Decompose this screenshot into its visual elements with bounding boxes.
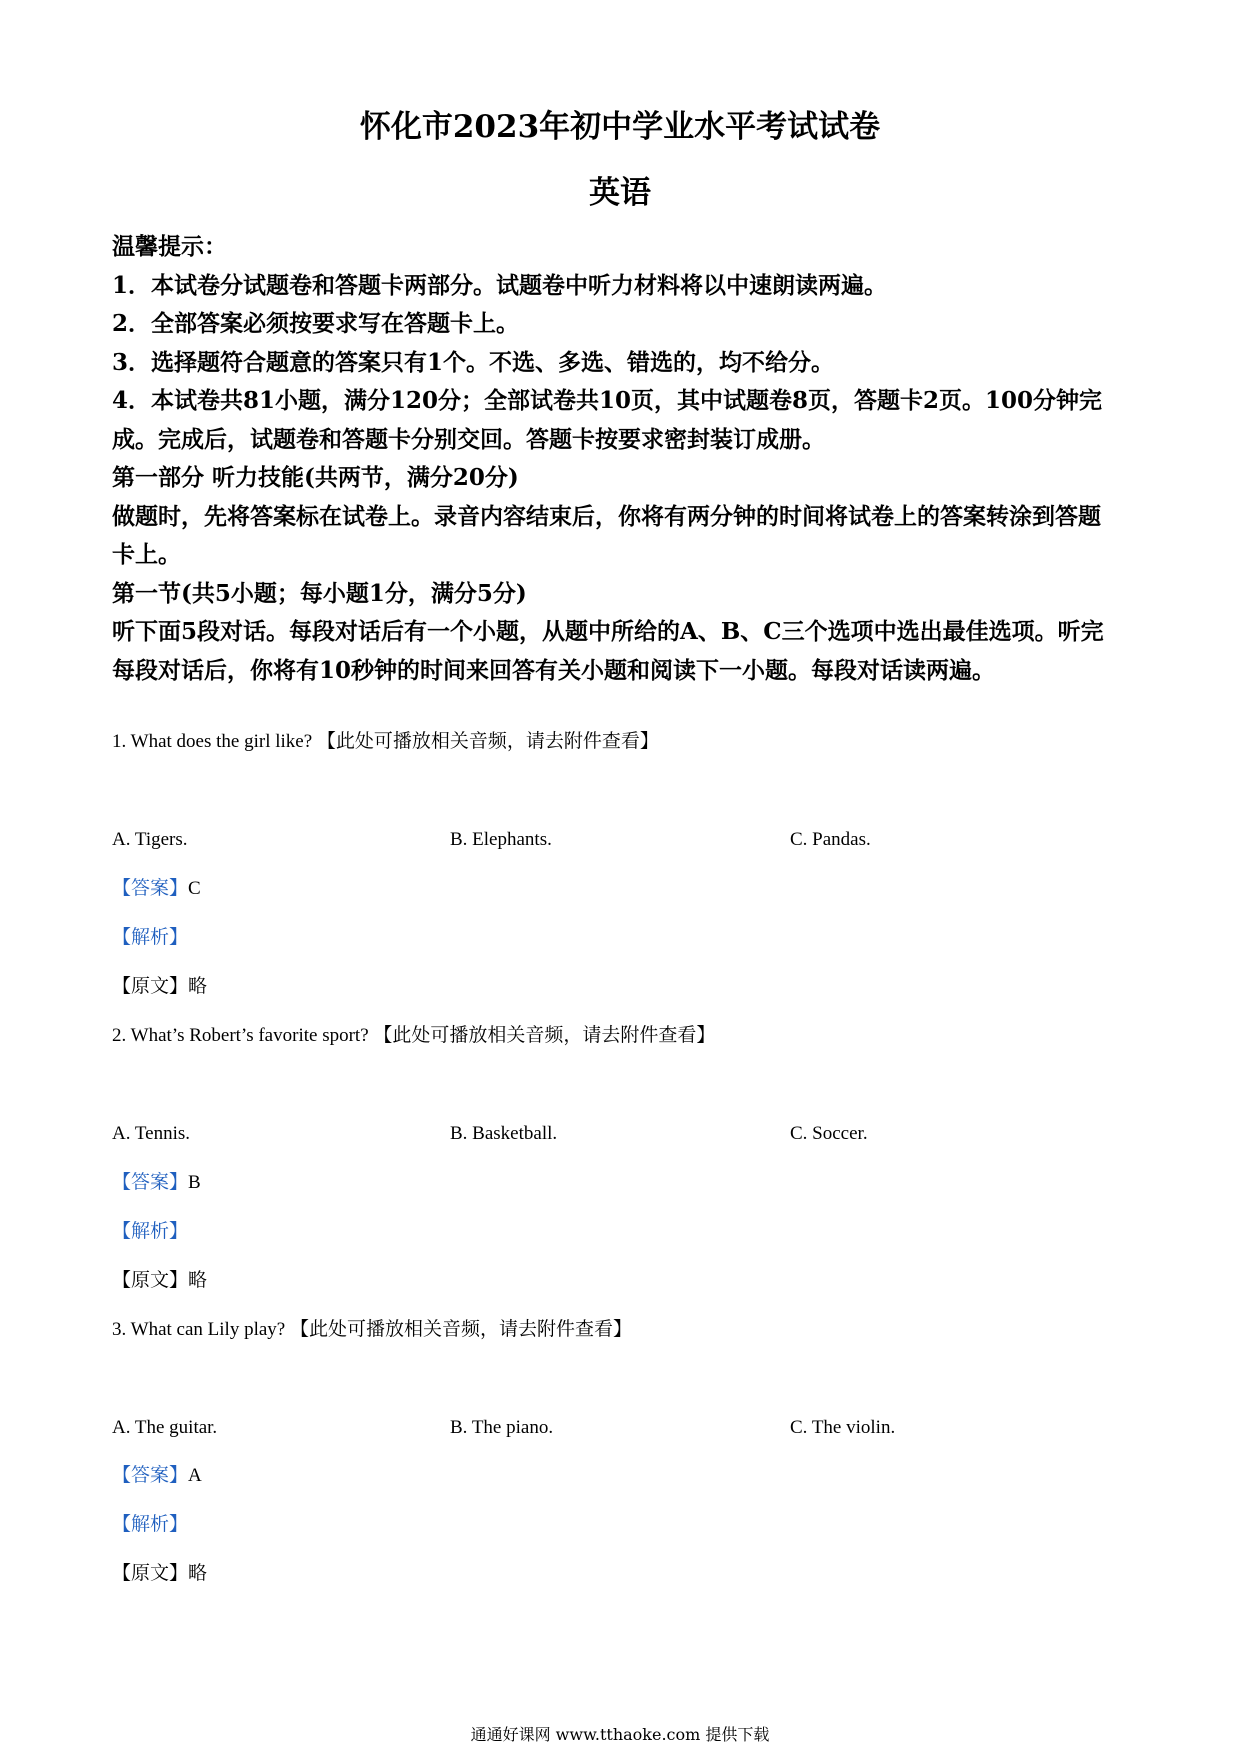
analysis-label: 【解析】 [112, 1514, 189, 1535]
exam-title: 怀化市2023年初中学业水平考试试卷 [359, 109, 881, 145]
answer-value: A [188, 1465, 202, 1486]
option-b: B. The piano. [450, 1417, 554, 1438]
section-title: 第一节(共5小题；每小题1分，满分5分) [112, 579, 527, 607]
analysis-label: 【解析】 [112, 927, 189, 948]
question-text: 2. What’s Robert’s favorite sport? 【此处可播放相关音频，请去附件查看】 [112, 1025, 716, 1046]
question-text: 3. What can Lily play? 【此处可播放相关音频，请去附件查看】 [112, 1319, 632, 1340]
original-label: 【原文】 [112, 976, 189, 997]
section-instruction: 听下面5段对话。每段对话后有一个小题，从题中所给的A、B、C三个选项中选出最佳选项。听完每段对话后，你将有10秒钟的时间来回答有关小题和阅读下一小题。每段对话读两遍。 [112, 618, 1104, 684]
option-a: A. Tennis. [112, 1123, 191, 1144]
analysis-line [112, 1218, 188, 1246]
option-b: B. Basketball. [450, 1123, 558, 1144]
original-label: 【原文】 [112, 1270, 189, 1291]
notice-block [112, 228, 1122, 690]
analysis-line [112, 924, 188, 952]
option-c: C. Pandas. [790, 829, 871, 850]
answer-label: 【答案】 [112, 1172, 189, 1193]
original-line [112, 1267, 207, 1295]
answer-value: B [188, 1172, 201, 1193]
question-text: 1. What does the girl like? 【此处可播放相关音频，请去附件查看】 [112, 731, 659, 752]
analysis-label: 【解析】 [112, 1221, 189, 1242]
notice-item: 3．选择题符合题意的答案只有1个。不选、多选、错选的，均不给分。 [112, 348, 835, 376]
footer-text: 通通好课网 www.tthaoke.com 提供下载 [470, 1725, 770, 1744]
analysis-line [112, 1511, 188, 1539]
option-c: C. Soccer. [790, 1123, 868, 1144]
original-value: 略 [188, 976, 208, 997]
option-b: B. Elephants. [450, 829, 552, 850]
original-line [112, 1560, 207, 1588]
part-title: 第一部分 听力技能(共两节，满分20分) [112, 464, 519, 491]
part-instruction: 做题时，先将答案标在试卷上。录音内容结束后，你将有两分钟的时间将试卷上的答案转涂到答题卡上。 [112, 502, 1101, 568]
original-line [112, 973, 207, 1001]
answer-line [112, 1169, 201, 1197]
original-value: 略 [188, 1270, 208, 1291]
answer-line [112, 875, 201, 903]
answer-value: C [188, 878, 201, 899]
answer-line [112, 1462, 202, 1490]
original-value: 略 [188, 1563, 208, 1584]
option-c: C. The violin. [790, 1417, 896, 1438]
answer-label: 【答案】 [112, 878, 189, 899]
option-a: A. The guitar. [112, 1417, 218, 1438]
notice-item: 4．本试卷共81小题，满分120分；全部试卷共10页，其中试题卷8页，答题卡2页。100分钟完成。完成后，试题卷和答题卡分别交回。答题卡按要求密封装订成册。 [112, 387, 1103, 453]
answer-label: 【答案】 [112, 1465, 189, 1486]
option-a: A. Tigers. [112, 829, 188, 850]
notice-item: 2．全部答案必须按要求写在答题卡上。 [112, 310, 520, 337]
notice-heading: 温馨提示： [112, 233, 227, 260]
subject-title: 英语 [589, 175, 651, 211]
original-label: 【原文】 [112, 1563, 189, 1584]
notice-item: 1．本试卷分试题卷和答题卡两部分。试题卷中听力材料将以中速朗读两遍。 [112, 271, 888, 299]
